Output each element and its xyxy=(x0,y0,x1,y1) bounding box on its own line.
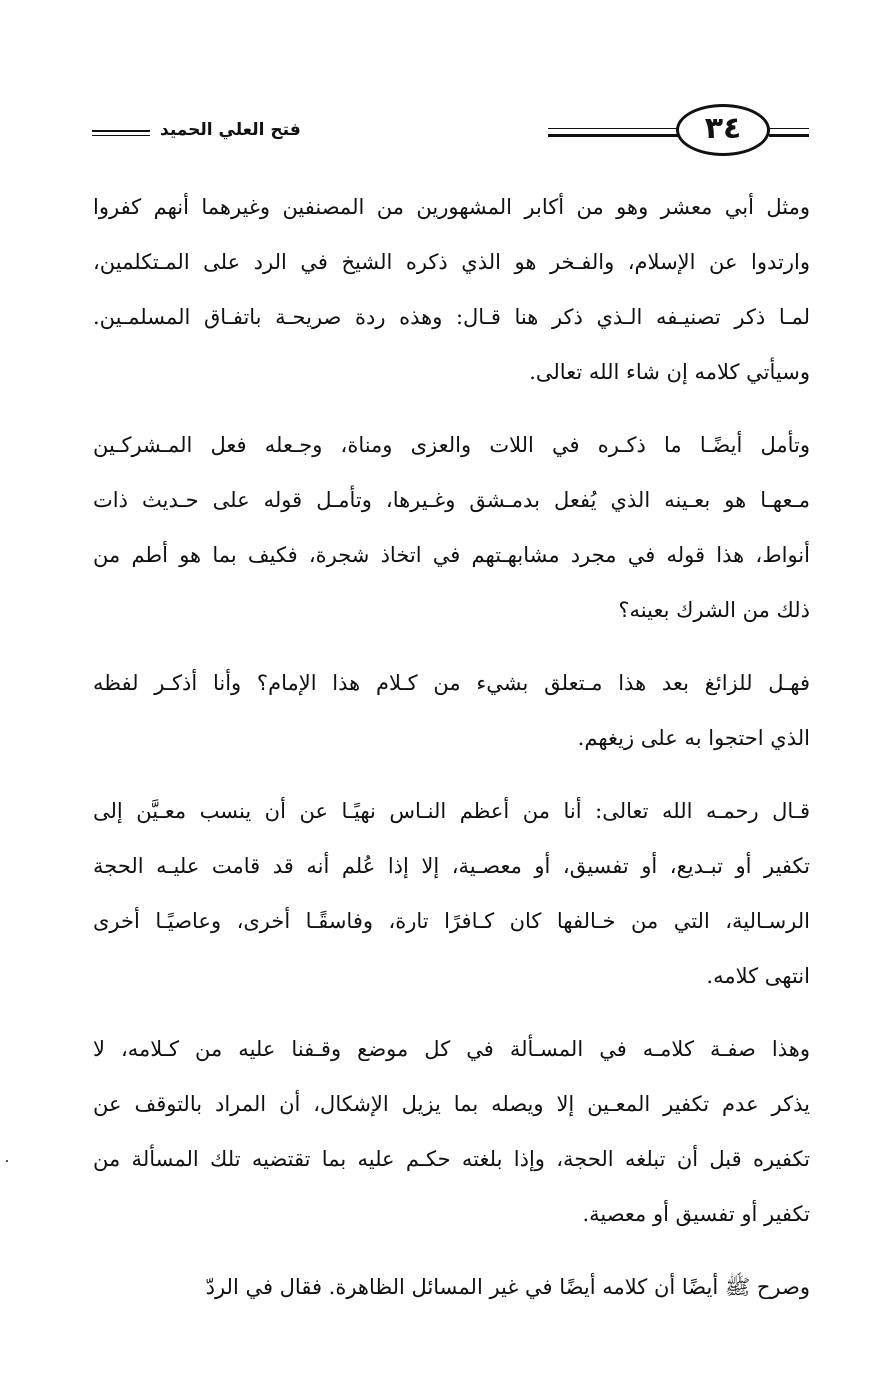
text-line: وتأمل أيضًـا ما ذكـره في اللات والعزى ومناة، وجـعله فعل المـشركـين xyxy=(93,433,810,457)
text-line: لمـا ذكر تصنيـفه الـذي ذكر هنا قـال: وهذه ردة صريحـة باتفـاق المسلمـين. xyxy=(93,305,810,329)
paragraph xyxy=(93,1260,810,1315)
text-line: انتهى كلامه. xyxy=(706,964,810,988)
page-header xyxy=(0,98,879,168)
text-line: وسيأتي كلامه إن شاء الله تعالى. xyxy=(529,360,810,384)
text-line: وهذا صفـة كلامـه في المسـألة في كل موضع وقـفنا عليه من كـلامه، لا xyxy=(93,1037,810,1061)
text-line: يذكر عدم تكفير المعـين إلا ويصله بما يزيل الإشكال، أن المراد بالتوقف عن xyxy=(93,1092,810,1116)
page-number-badge xyxy=(676,104,770,156)
text-line: أنواط، هذا قوله في مجرد مشابهـتهم في اتخاذ شجرة، فكيف بما هو أطم من xyxy=(93,543,810,567)
title-divider xyxy=(92,130,150,136)
text-line: وصرح ﷺ أيضًا أن كلامه أيضًا في غير المسائل الظاهرة. فقال في الردّ xyxy=(205,1275,810,1299)
book-title: فتح العلي الحميد xyxy=(160,120,301,140)
page-number: ٣٤ xyxy=(704,111,742,146)
text-line: تكفير أو تبـديع، أو تفسيق، أو معصـية، إلا إذا عُلم أنه قد قامت عليـه الحجة xyxy=(93,854,810,878)
paragraph xyxy=(93,656,810,766)
text-line: تكفير أو تفسيق أو معصية. xyxy=(582,1202,810,1226)
page-body xyxy=(93,180,810,1333)
text-line: ذلك من الشرك بعينه؟ xyxy=(618,598,810,622)
scan-speck xyxy=(6,1160,8,1162)
text-line: فهـل للزائغ بعد هذا مـتعلق بشيء من كـلام هذا الإمام؟ وأنا أذكـر لفظه xyxy=(93,671,810,695)
text-line: مـعهـا هو بعـينه الذي يُفعل بدمـشق وغـيرها، وتأمـل قوله على حـديث ذات xyxy=(93,488,810,512)
text-line: تكفيره قبل أن تبلغه الحجة، وإذا بلغته حكـم عليه بما تقتضيه تلك المسألة من xyxy=(93,1147,810,1171)
paragraph xyxy=(93,180,810,400)
header-rule-left xyxy=(548,128,678,137)
text-line: قـال رحمـه الله تعالى: أنا من أعظم النـاس نهيًـا عن أن ينسب معـيَّن إلى xyxy=(93,799,810,823)
header-rule-right xyxy=(769,128,809,137)
text-line: الرسـالية، التي من خـالفها كان كـافرًا تارة، وفاسقًـا أخرى، وعاصيًـا أخرى xyxy=(93,909,810,933)
paragraph xyxy=(93,1022,810,1242)
paragraph xyxy=(93,418,810,638)
text-line: وارتدوا عن الإسلام، والفـخر هو الذي ذكره الشيخ في الرد على المـتكلمين، xyxy=(93,250,810,274)
text-line: الذي احتجوا به على زيغهم. xyxy=(577,726,810,750)
text-line: ومثل أبي معشر وهو من أكابر المشهورين من المصنفين وغيرهما أنهم كفروا xyxy=(93,195,810,219)
paragraph xyxy=(93,784,810,1004)
